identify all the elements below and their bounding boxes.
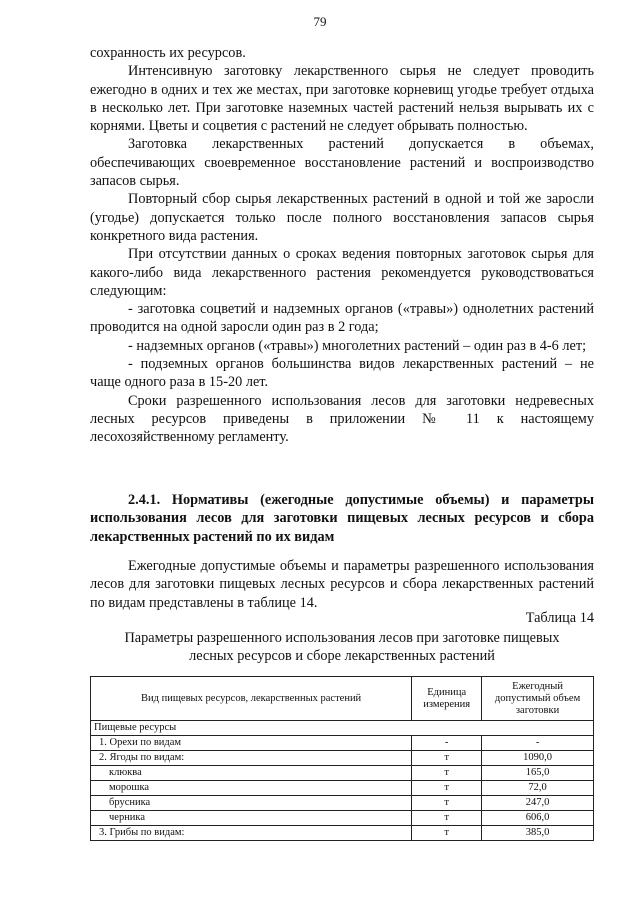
cell-kind: брусника bbox=[91, 796, 412, 811]
section-heading: 2.4.1. Нормативы (ежегодные допустимые объемы) и параметры использования лесов для заготовки пищевых лесных ресурсов и сбора лекарственных растений по их видам bbox=[90, 492, 594, 545]
paragraph-2: Интенсивную заготовку лекарственного сырья не следует проводить ежегодно в одних и тех же местах, при заготовке корневищ угодье требует отдыха в несколько лет. При заготовке наземных частей растений нельзя вырывать их с корнями. Цветы и соцветия с растений не следует обрывать полностью. bbox=[90, 63, 594, 135]
cell-unit: т bbox=[412, 826, 482, 841]
list-item-2: - надземных органов («травы») многолетних растений – один раз в 4-6 лет; bbox=[128, 337, 587, 354]
table-section-title: Пищевые ресурсы bbox=[91, 721, 594, 736]
table-label: Таблица 14 bbox=[525, 610, 594, 626]
table-row bbox=[91, 796, 594, 811]
list-item-1: - заготовка соцветий и надземных органов («травы») однолетних растений проводится на одной заросли один раз в 2 года; bbox=[90, 301, 594, 336]
cell-volume: 385,0 bbox=[482, 826, 594, 841]
table-row bbox=[91, 766, 594, 781]
cell-unit: т bbox=[412, 781, 482, 796]
section-body: Ежегодные допустимые объемы и параметры разрешенного использования лесов для заготовки пищевых лесных ресурсов и сбора лекарственных растений по видам представлены в таблице 14. bbox=[90, 558, 594, 611]
cell-kind: клюква bbox=[91, 766, 412, 781]
cell-kind: 3. Грибы по видам: bbox=[91, 826, 412, 841]
cell-unit: т bbox=[412, 796, 482, 811]
cell-unit: т bbox=[412, 751, 482, 766]
cell-unit: т bbox=[412, 811, 482, 826]
paragraph-3: Заготовка лекарственных растений допускается в объемах, обеспечивающих своевременное восстановление растений и воспроизводство запасов сырья. bbox=[90, 136, 594, 190]
cell-volume: 72,0 bbox=[482, 781, 594, 796]
cell-unit: - bbox=[412, 736, 482, 751]
table-caption: Параметры разрешенного использования лесов при заготовке пищевых лесных ресурсов и сборе лекарственных растений bbox=[124, 630, 560, 665]
page-number: 79 bbox=[313, 14, 327, 29]
paragraph-6: Сроки разрешенного использования лесов для заготовки недревесных лесных ресурсов приведены в приложении № 11 к настоящему лесохозяйственному регламенту. bbox=[90, 392, 594, 446]
header-volume: Ежегодный допустимый объем заготовки bbox=[482, 677, 594, 721]
paragraph-5: При отсутствии данных о сроках ведения повторных заготовок сырья для какого-либо вида лекарственного растения рекомендуется руководствоваться следующим: bbox=[90, 246, 594, 299]
cell-kind: морошка bbox=[91, 781, 412, 796]
paragraph-1: сохранность их ресурсов. bbox=[90, 45, 246, 61]
header-kind: Вид пищевых ресурсов, лекарственных растений bbox=[91, 677, 412, 721]
cell-volume: - bbox=[482, 736, 594, 751]
cell-kind: черника bbox=[91, 811, 412, 826]
table-row bbox=[91, 781, 594, 796]
table-row bbox=[91, 751, 594, 766]
paragraph-4: Повторный сбор сырья лекарственных растений в одной и той же заросли (угодье) допускается только после полного восстановления запасов сырья конкретного вида растения. bbox=[90, 191, 594, 244]
body-text bbox=[90, 44, 594, 447]
cell-volume: 165,0 bbox=[482, 766, 594, 781]
cell-volume: 247,0 bbox=[482, 796, 594, 811]
cell-kind: 2. Ягоды по видам: bbox=[91, 751, 412, 766]
table-row bbox=[91, 811, 594, 826]
norms-table bbox=[90, 676, 594, 841]
cell-volume: 1090,0 bbox=[482, 751, 594, 766]
cell-volume: 606,0 bbox=[482, 811, 594, 826]
table-row bbox=[91, 736, 594, 751]
header-unit: Единица измерения bbox=[412, 677, 482, 721]
table-row bbox=[91, 826, 594, 841]
cell-unit: т bbox=[412, 766, 482, 781]
list-item-3: - подземных органов большинства видов лекарственных растений – не чаще одного раза в 15-20 лет. bbox=[90, 356, 594, 391]
cell-kind: 1. Орехи по видам bbox=[91, 736, 412, 751]
